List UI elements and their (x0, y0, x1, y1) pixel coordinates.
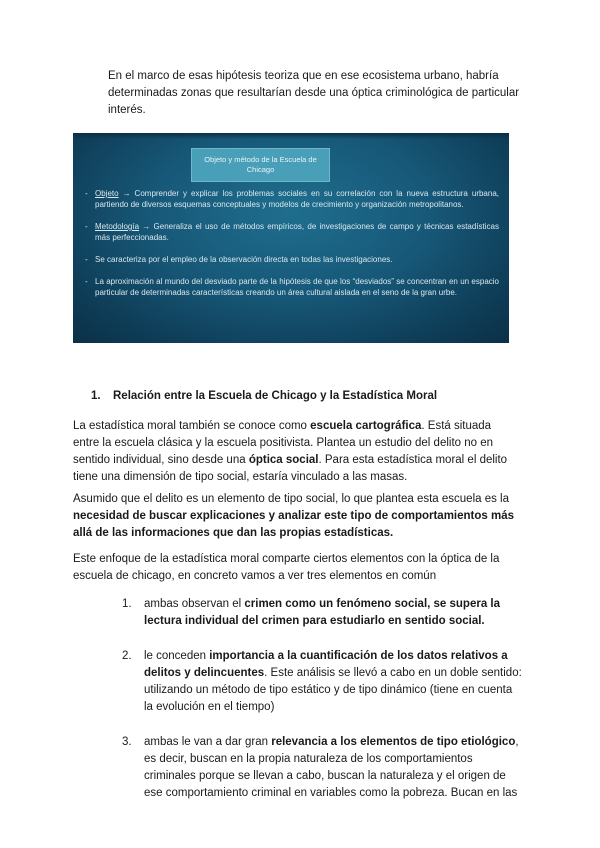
common-elements-list (122, 596, 522, 820)
paragraph-estadistica-moral: La estadística moral también se conoce como escuela cartográfica. Está situada entre la escuela clásica y la escuela positivista. Plantea un estudio del delito no en sentido individual, sino desde una óptica social. Para esta estadística moral el delito tiene una dimensión de tipo social, estaría vinculado a las masas. (73, 420, 508, 483)
slide-bullet: - Metodología → Generaliza el uso de métodos empíricos, de investigaciones de campo y técnicas estadísticas más perfeccionadas. (85, 221, 499, 243)
slide-image (73, 133, 509, 343)
section-title: Relación entre la Escuela de Chicago y la Estadística Moral (113, 390, 438, 402)
intro-paragraph: En el marco de esas hipótesis teoriza que en ese ecosistema urbano, habría determinadas zonas que resultarían desde una óptica criminológica de particular interés. (108, 70, 520, 116)
slide-title: Objeto y método de la Escuela de Chicago (191, 148, 330, 182)
paragraph-delito-social: Asumido que el delito es un elemento de tipo social, lo que plantea esta escuela es la necesidad de buscar explicaciones y analizar este tipo de comportamientos más allá de las informaciones que dan las propias estadísticas. (73, 493, 514, 539)
paragraph-enfoque: Este enfoque de la estadística moral comparte ciertos elementos con la óptica de la escuela de chicago, en concreto vamos a ver tres elementos en común (73, 553, 500, 582)
section-heading (91, 388, 437, 404)
slide-bullet: - Objeto → Comprender y explicar los problemas sociales en su correlación con la nueva estructura urbana, partiendo de diversos esquemas conceptuales y modelos de crecimiento y organización metropolitanos. (85, 188, 499, 210)
slide-bullet: - La aproximación al mundo del desviado parte de la hipótesis de que los “desviados” se concentran en un espacio particular de determinadas características creando un área cultural aislada en el seno de la gran urbe. (85, 276, 499, 298)
list-item: 1. ambas observan el crimen como un fenómeno social, se supera la lectura individual del crimen para estudiarlo en sentido social. (122, 598, 501, 627)
slide-bullet-list (85, 188, 499, 309)
section-number: 1. (91, 390, 101, 402)
list-item: 3. ambas le van a dar gran relevancia a los elementos de tipo etiológico, es decir, buscan en la propia naturaleza de los comportamientos criminales porque se llevan a cabo, buscan la naturaleza y el origen de ese comportamiento criminal en variables como la pobreza. Bucan en las (122, 736, 519, 799)
list-item: 2. le conceden importancia a la cuantificación de los datos relativos a delitos y delincuentes. Este análisis se llevó a cabo en un doble sentido: utilizando un método de tipo estático y de tipo dinámico (tiene en cuenta la evolución en el tiempo) (122, 650, 522, 713)
slide-bullet: - Se caracteriza por el empleo de la observación directa en todas las investigaciones. (85, 254, 499, 265)
